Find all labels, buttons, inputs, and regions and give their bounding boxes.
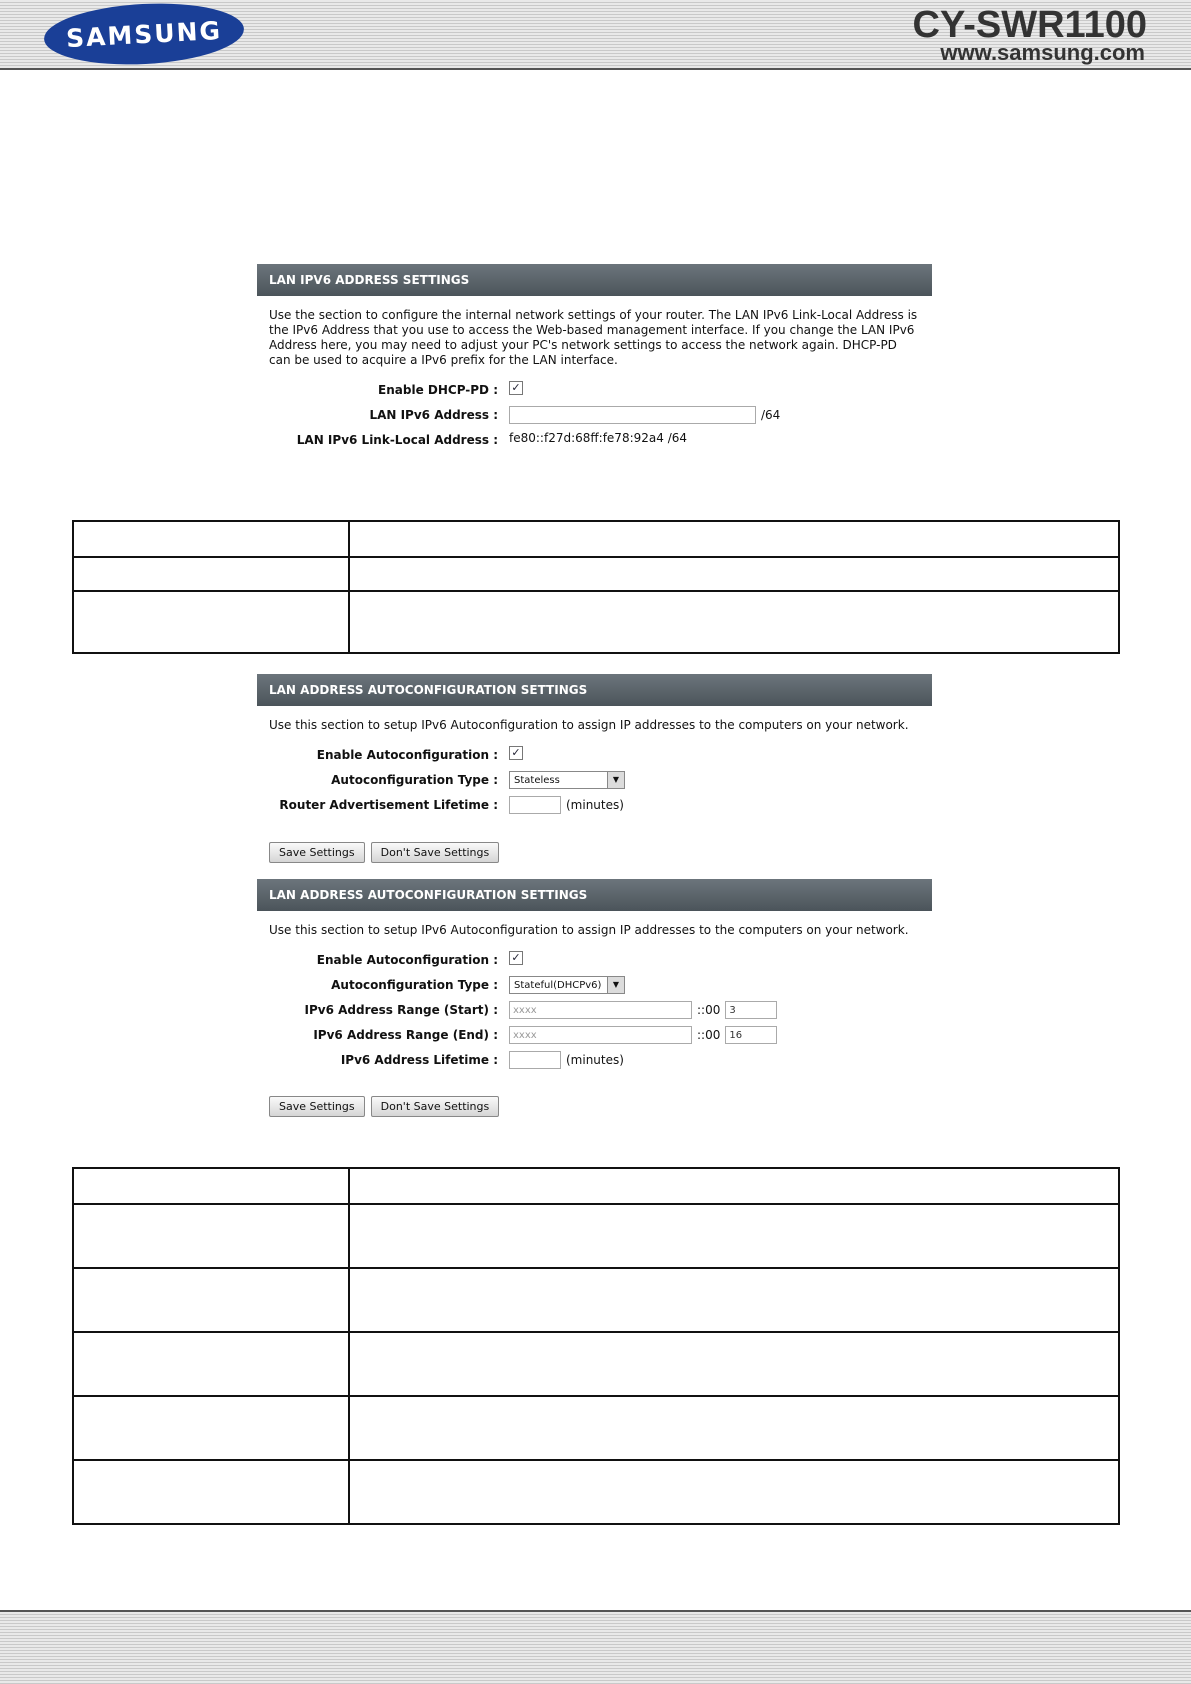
logo-text: SAMSUNG xyxy=(65,15,223,53)
model-number: CY-SWR1100 xyxy=(912,4,1147,46)
prefix-length-text: /64 xyxy=(761,408,781,422)
table-row xyxy=(73,1460,1119,1524)
range-separator: ::00 xyxy=(697,1003,721,1017)
autoconfig-stateless-panel xyxy=(257,674,932,869)
ra-lifetime-row xyxy=(257,793,932,818)
save-settings-button[interactable]: Save Settings xyxy=(269,1096,365,1117)
panel-title: LAN ADDRESS AUTOCONFIGURATION SETTINGS xyxy=(257,879,932,911)
table-row xyxy=(73,1332,1119,1396)
range-separator: ::00 xyxy=(697,1028,721,1042)
range-start-prefix-input[interactable]: xxxx xyxy=(509,1001,692,1019)
autoconfig-type-select[interactable] xyxy=(509,976,625,994)
table-row xyxy=(73,1396,1119,1460)
table-row xyxy=(73,1204,1119,1268)
ra-lifetime-input[interactable] xyxy=(509,796,561,814)
enable-autoconfig-checkbox[interactable]: ✓ xyxy=(509,951,523,965)
enable-autoconfig-row xyxy=(257,743,932,768)
chevron-down-icon: ▼ xyxy=(607,977,624,993)
enable-dhcp-pd-checkbox[interactable]: ✓ xyxy=(509,381,523,395)
panel-title: LAN IPV6 ADDRESS SETTINGS xyxy=(257,264,932,296)
range-start-suffix-input[interactable]: 3 xyxy=(725,1001,777,1019)
button-bar xyxy=(269,842,499,863)
panel-description: Use the section to configure the internal network settings of your router. The LAN IPv6 Link-Local Address is the IPv6 Address that you use to access the Web-based management interface. If you change the LAN IPv6 Address here, you may need to adjust your PC's network settings to access the network again. DHCP-PD can be used to acquire a IPv6 prefix for the LAN interface. xyxy=(269,308,918,367)
samsung-logo xyxy=(43,0,246,69)
range-end-prefix-input[interactable]: xxxx xyxy=(509,1026,692,1044)
autoconfig-type-row xyxy=(257,768,932,793)
address-lifetime-label: IPv6 Address Lifetime : xyxy=(340,1053,498,1067)
button-bar xyxy=(269,1096,499,1117)
table-row xyxy=(73,1168,1119,1204)
link-local-address-value: fe80::f27d:68ff:fe78:92a4 /64 xyxy=(509,431,688,445)
chevron-down-icon: ▼ xyxy=(607,772,624,788)
panel-title: LAN ADDRESS AUTOCONFIGURATION SETTINGS xyxy=(257,674,932,706)
panel-description: Use this section to setup IPv6 Autoconfiguration to assign IP addresses to the computers on your network. xyxy=(269,718,909,732)
autoconfig-type-label: Autoconfiguration Type : xyxy=(331,978,498,992)
description-table-1 xyxy=(72,520,1120,654)
page-header xyxy=(0,0,1191,68)
range-end-label: IPv6 Address Range (End) : xyxy=(313,1028,498,1042)
autoconfig-type-row xyxy=(257,973,932,998)
range-end-suffix-input[interactable]: 16 xyxy=(725,1026,777,1044)
description-table-2 xyxy=(72,1167,1120,1525)
lan-ipv6-address-input[interactable] xyxy=(509,406,756,424)
enable-autoconfig-row xyxy=(257,948,932,973)
website-url: www.samsung.com xyxy=(940,40,1145,65)
lan-ipv6-address-row xyxy=(257,403,932,428)
enable-dhcp-pd-row xyxy=(257,378,932,403)
table-row xyxy=(73,557,1119,591)
ra-lifetime-label: Router Advertisement Lifetime : xyxy=(279,798,498,812)
link-local-address-row xyxy=(257,428,932,453)
enable-autoconfig-checkbox[interactable]: ✓ xyxy=(509,746,523,760)
lan-ipv6-address-label: LAN IPv6 Address : xyxy=(369,408,498,422)
range-end-row xyxy=(257,1023,932,1048)
link-local-address-label: LAN IPv6 Link-Local Address : xyxy=(296,433,498,447)
autoconfig-type-value: Stateful(DHCPv6) xyxy=(514,979,602,991)
enable-dhcp-pd-label: Enable DHCP-PD : xyxy=(378,383,498,397)
enable-autoconfig-label: Enable Autoconfiguration : xyxy=(316,953,498,967)
autoconfig-type-label: Autoconfiguration Type : xyxy=(331,773,498,787)
table-row xyxy=(73,591,1119,653)
header-divider xyxy=(0,68,1191,70)
range-start-label: IPv6 Address Range (Start) : xyxy=(304,1003,498,1017)
range-start-row xyxy=(257,998,932,1023)
panel-description: Use this section to setup IPv6 Autoconfiguration to assign IP addresses to the computers on your network. xyxy=(269,923,909,937)
autoconfig-stateful-panel xyxy=(257,879,932,1119)
lan-ipv6-address-settings-panel xyxy=(257,264,932,453)
address-lifetime-input[interactable] xyxy=(509,1051,561,1069)
table-row xyxy=(73,1268,1119,1332)
dont-save-settings-button[interactable]: Don't Save Settings xyxy=(371,842,500,863)
minutes-unit: (minutes) xyxy=(566,798,624,812)
autoconfig-type-select[interactable] xyxy=(509,771,625,789)
address-lifetime-row xyxy=(257,1048,932,1073)
enable-autoconfig-label: Enable Autoconfiguration : xyxy=(316,748,498,762)
autoconfig-type-value: Stateless xyxy=(514,774,560,786)
save-settings-button[interactable]: Save Settings xyxy=(269,842,365,863)
table-row xyxy=(73,521,1119,557)
page-footer xyxy=(0,1612,1191,1684)
dont-save-settings-button[interactable]: Don't Save Settings xyxy=(371,1096,500,1117)
minutes-unit: (minutes) xyxy=(566,1053,624,1067)
